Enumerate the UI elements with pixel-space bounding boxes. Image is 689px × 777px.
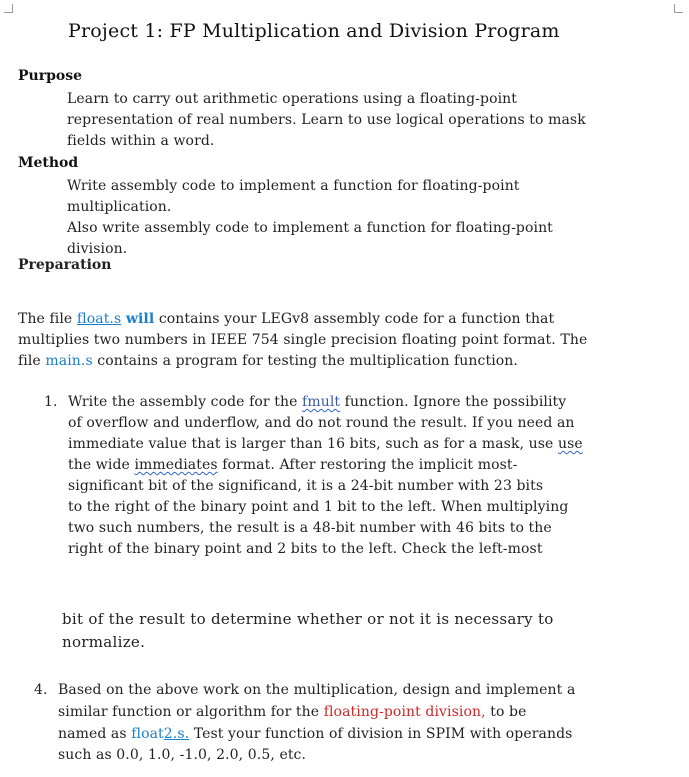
continuation-line-1: bit of the result to determine whether or not it is necessary to	[62, 610, 554, 628]
repeated-use-word: use	[557, 436, 583, 452]
purpose-line-1: Learn to carry out arithmetic operations using a floating-point	[67, 91, 518, 107]
item-1-text: Write the assembly code for the	[68, 394, 303, 410]
intro-text: file	[18, 353, 46, 369]
item-1-text: immediate value that is larger than 16 bits, such as for a mask, use	[68, 436, 558, 452]
item-1-line-2: of overflow and underflow, and do not round the result. If you need an	[68, 415, 575, 431]
intro-text: contains your LEGv8 assembly code for a function that	[154, 311, 555, 327]
item-4-line-4: such as 0.0, 1.0, -1.0, 2.0, 0.5, etc.	[58, 747, 307, 763]
intro-line-1	[18, 309, 554, 330]
intro-line-3	[18, 351, 518, 372]
method-line-1: Write assembly code to implement a function for floating-point	[67, 178, 520, 194]
item-4-text: Test your function of division in SPIM with operands	[189, 726, 573, 742]
float-s-link[interactable]: float.s	[76, 311, 122, 327]
item-1-text: the wide	[68, 457, 135, 473]
intro-text: The file	[18, 311, 77, 327]
clipped-heading-text: Preparation	[18, 257, 112, 273]
corner-mark-top-left	[4, 4, 13, 13]
immediates-word: immediates	[134, 457, 218, 473]
corner-mark-top-right	[674, 4, 683, 13]
method-line-3: Also write assembly code to implement a function for floating-point	[67, 220, 553, 236]
item-1-line-3	[68, 434, 583, 455]
method-line-4: division.	[67, 241, 128, 257]
intro-line-2: multiplies two numbers in IEEE 754 single precision floating point format. The	[18, 332, 588, 348]
item-4-line-1: Based on the above work on the multiplication, design and implement a	[58, 682, 576, 698]
item-1-line-4	[68, 455, 517, 476]
continuation-line-2: normalize.	[62, 633, 146, 651]
item-1-text: format. After restoring the implicit most-	[217, 457, 518, 473]
purpose-line-2: representation of real numbers. Learn to use logical operations to mask	[67, 112, 586, 128]
purpose-heading: Purpose	[18, 68, 82, 84]
method-line-2: multiplication.	[67, 199, 172, 215]
floating-point-division-phrase: floating-point division,	[323, 704, 486, 720]
item-4-line-2	[58, 702, 527, 723]
item-4-text: named as	[58, 726, 132, 742]
fmult-word: fmult	[302, 394, 341, 410]
item-1-line-6: to the right of the binary point and 1 bit to the left. When multiplying	[68, 499, 569, 515]
item-4-text: similar function or algorithm for the	[58, 704, 324, 720]
float2-s-link-part-a[interactable]: float	[131, 726, 164, 742]
method-heading: Method	[18, 155, 79, 171]
purpose-line-3: fields within a word.	[67, 133, 215, 149]
document-title: Project 1: FP Multiplication and Division Program	[68, 20, 560, 42]
item-4-line-3	[58, 724, 572, 745]
will-word: will	[125, 311, 155, 327]
item-1-text: function. Ignore the possibility	[340, 394, 567, 410]
float2-s-link-part-b[interactable]: 2.s.	[163, 726, 190, 742]
main-s-link[interactable]: main.s	[45, 353, 93, 369]
item-1-number: 1.	[44, 394, 58, 410]
item-1-line-8: right of the binary point and 2 bits to the left. Check the left-most	[68, 541, 543, 557]
item-4-text: to be	[485, 704, 527, 720]
intro-text: contains a program for testing the multiplication function.	[92, 353, 518, 369]
item-1-line-1	[68, 392, 566, 413]
item-1-line-7: two such numbers, the result is a 48-bit number with 46 bits to the	[68, 520, 552, 536]
item-4-number: 4.	[34, 682, 48, 698]
item-1-line-5: significant bit of the significand, it is a 24-bit number with 23 bits	[68, 478, 544, 494]
clipped-heading	[18, 257, 138, 273]
